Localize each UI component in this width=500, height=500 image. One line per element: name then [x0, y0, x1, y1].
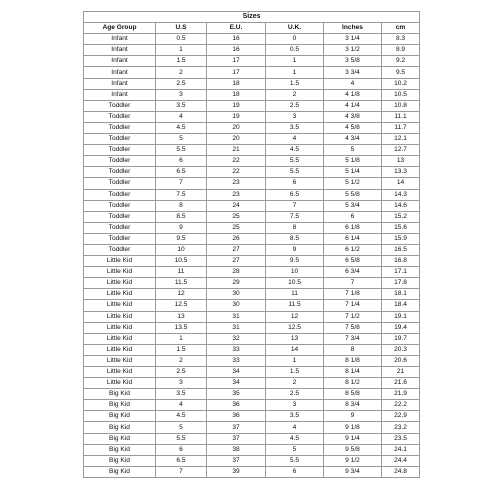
us-size-cell: 5: [156, 134, 207, 145]
inches-cell: 6 1/4: [324, 233, 382, 244]
uk-size-cell: 11.5: [266, 300, 324, 311]
inches-cell: 7: [324, 278, 382, 289]
uk-size-cell: 1: [266, 355, 324, 366]
table-row: [84, 289, 420, 300]
inches-cell: 4 3/4: [324, 134, 382, 145]
uk-size-cell: 8: [266, 222, 324, 233]
inches-cell: 8 1/4: [324, 367, 382, 378]
table-row: [84, 367, 420, 378]
age-group-cell: Infant: [84, 45, 156, 56]
inches-cell: 6 1/8: [324, 222, 382, 233]
table-row: [84, 355, 420, 366]
age-group-cell: Little Kid: [84, 267, 156, 278]
us-size-cell: 1: [156, 333, 207, 344]
eu-size-cell: 20: [207, 122, 266, 133]
table-row: [84, 67, 420, 78]
eu-size-cell: 24: [207, 200, 266, 211]
cm-cell: 15.2: [382, 211, 420, 222]
us-size-cell: 7.5: [156, 189, 207, 200]
age-group-cell: Little Kid: [84, 300, 156, 311]
us-size-cell: 13: [156, 311, 207, 322]
age-group-cell: Infant: [84, 78, 156, 89]
table-row: [84, 122, 420, 133]
uk-size-cell: 3.5: [266, 411, 324, 422]
inches-cell: 8 1/2: [324, 378, 382, 389]
us-size-cell: 2: [156, 67, 207, 78]
cm-cell: 14: [382, 178, 420, 189]
cm-cell: 11.7: [382, 122, 420, 133]
us-size-cell: 11.5: [156, 278, 207, 289]
cm-cell: 17.1: [382, 267, 420, 278]
eu-size-cell: 27: [207, 244, 266, 255]
cm-cell: 8.9: [382, 45, 420, 56]
eu-size-cell: 34: [207, 367, 266, 378]
uk-size-cell: 6.5: [266, 189, 324, 200]
eu-size-cell: 19: [207, 111, 266, 122]
age-group-cell: Toddler: [84, 167, 156, 178]
eu-size-cell: 30: [207, 289, 266, 300]
inches-cell: 5: [324, 145, 382, 156]
inches-cell: 9 1/4: [324, 433, 382, 444]
us-size-cell: 3: [156, 89, 207, 100]
cm-cell: 24.8: [382, 466, 420, 477]
cm-cell: 15.6: [382, 222, 420, 233]
us-size-cell: 8.5: [156, 211, 207, 222]
cm-cell: 15.9: [382, 233, 420, 244]
us-size-cell: 6: [156, 444, 207, 455]
inches-cell: 3 5/8: [324, 56, 382, 67]
cm-cell: 12.7: [382, 145, 420, 156]
eu-size-cell: 22: [207, 156, 266, 167]
us-size-cell: 12.5: [156, 300, 207, 311]
inches-cell: 7 5/8: [324, 322, 382, 333]
age-group-cell: Toddler: [84, 178, 156, 189]
cm-cell: 18.1: [382, 289, 420, 300]
uk-size-cell: 5.5: [266, 455, 324, 466]
age-group-cell: Little Kid: [84, 289, 156, 300]
cm-cell: 10.5: [382, 89, 420, 100]
us-size-cell: 6.5: [156, 167, 207, 178]
eu-size-cell: 26: [207, 233, 266, 244]
age-group-cell: Little Kid: [84, 378, 156, 389]
age-group-cell: Toddler: [84, 156, 156, 167]
inches-cell: 9 5/8: [324, 444, 382, 455]
table-row: [84, 300, 420, 311]
age-group-cell: Big Kid: [84, 422, 156, 433]
age-group-cell: Infant: [84, 89, 156, 100]
inches-cell: 8: [324, 344, 382, 355]
table-row: [84, 78, 420, 89]
table-row: [84, 100, 420, 111]
inches-cell: 3 3/4: [324, 67, 382, 78]
uk-size-cell: 9: [266, 244, 324, 255]
inches-cell: 7 1/8: [324, 289, 382, 300]
table-row: [84, 45, 420, 56]
cm-cell: 13.3: [382, 167, 420, 178]
uk-size-cell: 1: [266, 67, 324, 78]
uk-size-cell: 5: [266, 444, 324, 455]
table-row: [84, 244, 420, 255]
inches-cell: 6 1/2: [324, 244, 382, 255]
table-row: [84, 311, 420, 322]
eu-size-cell: 30: [207, 300, 266, 311]
age-group-cell: Big Kid: [84, 389, 156, 400]
inches-cell: 9 1/8: [324, 422, 382, 433]
uk-size-cell: 1.5: [266, 367, 324, 378]
eu-size-cell: 18: [207, 78, 266, 89]
uk-size-cell: 3: [266, 400, 324, 411]
table-row: [84, 222, 420, 233]
eu-size-cell: 33: [207, 355, 266, 366]
age-group-cell: Toddler: [84, 200, 156, 211]
eu-size-cell: 29: [207, 278, 266, 289]
cm-cell: 19.7: [382, 333, 420, 344]
cm-cell: 17.8: [382, 278, 420, 289]
table-row: [84, 167, 420, 178]
column-header-cm: cm: [382, 23, 420, 34]
age-group-cell: Big Kid: [84, 466, 156, 477]
age-group-cell: Little Kid: [84, 322, 156, 333]
cm-cell: 19.1: [382, 311, 420, 322]
age-group-cell: Toddler: [84, 134, 156, 145]
uk-size-cell: 4.5: [266, 433, 324, 444]
uk-size-cell: 14: [266, 344, 324, 355]
column-header-eu: E.U.: [207, 23, 266, 34]
inches-cell: 6 5/8: [324, 256, 382, 267]
table-row: [84, 422, 420, 433]
us-size-cell: 2.5: [156, 78, 207, 89]
uk-size-cell: 9.5: [266, 256, 324, 267]
table-row: [84, 344, 420, 355]
age-group-cell: Little Kid: [84, 256, 156, 267]
uk-size-cell: 4: [266, 422, 324, 433]
uk-size-cell: 12: [266, 311, 324, 322]
cm-cell: 20.6: [382, 355, 420, 366]
cm-cell: 9.5: [382, 67, 420, 78]
table-row: [84, 34, 420, 45]
us-size-cell: 4.5: [156, 122, 207, 133]
column-header-age-group: Age Group: [84, 23, 156, 34]
table-row: [84, 378, 420, 389]
us-size-cell: 1: [156, 45, 207, 56]
us-size-cell: 9: [156, 222, 207, 233]
us-size-cell: 1.5: [156, 56, 207, 67]
uk-size-cell: 8.5: [266, 233, 324, 244]
age-group-cell: Infant: [84, 56, 156, 67]
uk-size-cell: 12.5: [266, 322, 324, 333]
age-group-cell: Infant: [84, 34, 156, 45]
age-group-cell: Toddler: [84, 189, 156, 200]
size-chart-table: [83, 11, 420, 478]
eu-size-cell: 35: [207, 389, 266, 400]
table-row: [84, 322, 420, 333]
us-size-cell: 7: [156, 466, 207, 477]
inches-cell: 4 1/4: [324, 100, 382, 111]
table-row: [84, 433, 420, 444]
us-size-cell: 10.5: [156, 256, 207, 267]
eu-size-cell: 36: [207, 411, 266, 422]
uk-size-cell: 4.5: [266, 145, 324, 156]
cm-cell: 13: [382, 156, 420, 167]
table-row: [84, 389, 420, 400]
uk-size-cell: 3: [266, 111, 324, 122]
age-group-cell: Toddler: [84, 244, 156, 255]
table-row: [84, 178, 420, 189]
table-row: [84, 89, 420, 100]
us-size-cell: 7: [156, 178, 207, 189]
eu-size-cell: 37: [207, 433, 266, 444]
inches-cell: 3 1/2: [324, 45, 382, 56]
cm-cell: 24.4: [382, 455, 420, 466]
uk-size-cell: 2.5: [266, 100, 324, 111]
us-size-cell: 9.5: [156, 233, 207, 244]
table-row: [84, 278, 420, 289]
cm-cell: 23.5: [382, 433, 420, 444]
eu-size-cell: 16: [207, 34, 266, 45]
eu-size-cell: 34: [207, 378, 266, 389]
eu-size-cell: 39: [207, 466, 266, 477]
inches-cell: 6 3/4: [324, 267, 382, 278]
eu-size-cell: 19: [207, 100, 266, 111]
cm-cell: 11.1: [382, 111, 420, 122]
age-group-cell: Toddler: [84, 145, 156, 156]
uk-size-cell: 3.5: [266, 122, 324, 133]
age-group-cell: Big Kid: [84, 433, 156, 444]
inches-cell: 7 1/4: [324, 300, 382, 311]
cm-cell: 21.9: [382, 389, 420, 400]
title-row: [84, 12, 420, 23]
us-size-cell: 5.5: [156, 433, 207, 444]
inches-cell: 9 3/4: [324, 466, 382, 477]
uk-size-cell: 4: [266, 134, 324, 145]
us-size-cell: 3.5: [156, 100, 207, 111]
table-row: [84, 233, 420, 244]
inches-cell: 5 1/2: [324, 178, 382, 189]
cm-cell: 23.2: [382, 422, 420, 433]
cm-cell: 20.3: [382, 344, 420, 355]
size-chart-sheet: [83, 11, 419, 478]
us-size-cell: 6: [156, 156, 207, 167]
eu-size-cell: 33: [207, 344, 266, 355]
cm-cell: 24.1: [382, 444, 420, 455]
us-size-cell: 2.5: [156, 367, 207, 378]
inches-cell: 4 1/8: [324, 89, 382, 100]
table-row: [84, 411, 420, 422]
inches-cell: 5 5/8: [324, 189, 382, 200]
cm-cell: 12.1: [382, 134, 420, 145]
table-row: [84, 56, 420, 67]
us-size-cell: 4: [156, 400, 207, 411]
cm-cell: 16.5: [382, 244, 420, 255]
cm-cell: 14.6: [382, 200, 420, 211]
eu-size-cell: 25: [207, 222, 266, 233]
eu-size-cell: 38: [207, 444, 266, 455]
us-size-cell: 12: [156, 289, 207, 300]
uk-size-cell: 0: [266, 34, 324, 45]
eu-size-cell: 23: [207, 189, 266, 200]
inches-cell: 6: [324, 211, 382, 222]
cm-cell: 8.3: [382, 34, 420, 45]
age-group-cell: Toddler: [84, 211, 156, 222]
inches-cell: 3 1/4: [324, 34, 382, 45]
eu-size-cell: 16: [207, 45, 266, 56]
uk-size-cell: 1.5: [266, 78, 324, 89]
age-group-cell: Big Kid: [84, 444, 156, 455]
cm-cell: 16.8: [382, 256, 420, 267]
cm-cell: 22.2: [382, 400, 420, 411]
eu-size-cell: 31: [207, 311, 266, 322]
age-group-cell: Little Kid: [84, 333, 156, 344]
eu-size-cell: 20: [207, 134, 266, 145]
cm-cell: 22.9: [382, 411, 420, 422]
uk-size-cell: 1: [266, 56, 324, 67]
inches-cell: 7 3/4: [324, 333, 382, 344]
table-row: [84, 455, 420, 466]
uk-size-cell: 5.5: [266, 167, 324, 178]
cm-cell: 18.4: [382, 300, 420, 311]
inches-cell: 8 5/8: [324, 389, 382, 400]
uk-size-cell: 13: [266, 333, 324, 344]
cm-cell: 21.6: [382, 378, 420, 389]
cm-cell: 10.2: [382, 78, 420, 89]
inches-cell: 8 3/4: [324, 400, 382, 411]
age-group-cell: Little Kid: [84, 311, 156, 322]
age-group-cell: Little Kid: [84, 344, 156, 355]
uk-size-cell: 5.5: [266, 156, 324, 167]
cm-cell: 10.8: [382, 100, 420, 111]
inches-cell: 4 3/8: [324, 111, 382, 122]
header-row: [84, 23, 420, 34]
age-group-cell: Little Kid: [84, 278, 156, 289]
us-size-cell: 8: [156, 200, 207, 211]
inches-cell: 5 3/4: [324, 200, 382, 211]
us-size-cell: 2: [156, 355, 207, 366]
us-size-cell: 0.5: [156, 34, 207, 45]
table-row: [84, 444, 420, 455]
inches-cell: 4 5/8: [324, 122, 382, 133]
eu-size-cell: 21: [207, 145, 266, 156]
table-row: [84, 189, 420, 200]
table-row: [84, 466, 420, 477]
uk-size-cell: 11: [266, 289, 324, 300]
cm-cell: 9.2: [382, 56, 420, 67]
us-size-cell: 3: [156, 378, 207, 389]
uk-size-cell: 0.5: [266, 45, 324, 56]
age-group-cell: Little Kid: [84, 355, 156, 366]
age-group-cell: Toddler: [84, 100, 156, 111]
table-row: [84, 200, 420, 211]
table-row: [84, 156, 420, 167]
cm-cell: 21: [382, 367, 420, 378]
age-group-cell: Toddler: [84, 222, 156, 233]
column-header-inches: Inches: [324, 23, 382, 34]
us-size-cell: 10: [156, 244, 207, 255]
us-size-cell: 5.5: [156, 145, 207, 156]
table-row: [84, 333, 420, 344]
table-title: Sizes: [84, 12, 420, 23]
eu-size-cell: 17: [207, 56, 266, 67]
eu-size-cell: 17: [207, 67, 266, 78]
uk-size-cell: 7: [266, 200, 324, 211]
column-header-us: U.S: [156, 23, 207, 34]
age-group-cell: Big Kid: [84, 455, 156, 466]
inches-cell: 4: [324, 78, 382, 89]
eu-size-cell: 37: [207, 422, 266, 433]
cm-cell: 19.4: [382, 322, 420, 333]
age-group-cell: Little Kid: [84, 367, 156, 378]
uk-size-cell: 2: [266, 89, 324, 100]
column-header-uk: U.K.: [266, 23, 324, 34]
us-size-cell: 6.5: [156, 455, 207, 466]
table-row: [84, 145, 420, 156]
inches-cell: 5 1/8: [324, 156, 382, 167]
table-row: [84, 267, 420, 278]
eu-size-cell: 18: [207, 89, 266, 100]
table-row: [84, 134, 420, 145]
uk-size-cell: 7.5: [266, 211, 324, 222]
eu-size-cell: 23: [207, 178, 266, 189]
table-row: [84, 256, 420, 267]
us-size-cell: 5: [156, 422, 207, 433]
table-row: [84, 111, 420, 122]
us-size-cell: 11: [156, 267, 207, 278]
age-group-cell: Toddler: [84, 233, 156, 244]
uk-size-cell: 6: [266, 466, 324, 477]
eu-size-cell: 28: [207, 267, 266, 278]
uk-size-cell: 2: [266, 378, 324, 389]
cm-cell: 14.3: [382, 189, 420, 200]
eu-size-cell: 37: [207, 455, 266, 466]
us-size-cell: 1.5: [156, 344, 207, 355]
eu-size-cell: 25: [207, 211, 266, 222]
eu-size-cell: 22: [207, 167, 266, 178]
inches-cell: 8 1/8: [324, 355, 382, 366]
us-size-cell: 4.5: [156, 411, 207, 422]
table-row: [84, 400, 420, 411]
age-group-cell: Big Kid: [84, 411, 156, 422]
age-group-cell: Toddler: [84, 111, 156, 122]
inches-cell: 5 1/4: [324, 167, 382, 178]
us-size-cell: 4: [156, 111, 207, 122]
table-row: [84, 211, 420, 222]
uk-size-cell: 2.5: [266, 389, 324, 400]
uk-size-cell: 10.5: [266, 278, 324, 289]
age-group-cell: Big Kid: [84, 400, 156, 411]
age-group-cell: Infant: [84, 67, 156, 78]
inches-cell: 7 1/2: [324, 311, 382, 322]
eu-size-cell: 36: [207, 400, 266, 411]
size-table-body: [84, 34, 420, 478]
inches-cell: 9: [324, 411, 382, 422]
age-group-cell: Toddler: [84, 122, 156, 133]
uk-size-cell: 6: [266, 178, 324, 189]
us-size-cell: 3.5: [156, 389, 207, 400]
eu-size-cell: 27: [207, 256, 266, 267]
eu-size-cell: 32: [207, 333, 266, 344]
inches-cell: 9 1/2: [324, 455, 382, 466]
us-size-cell: 13.5: [156, 322, 207, 333]
eu-size-cell: 31: [207, 322, 266, 333]
uk-size-cell: 10: [266, 267, 324, 278]
